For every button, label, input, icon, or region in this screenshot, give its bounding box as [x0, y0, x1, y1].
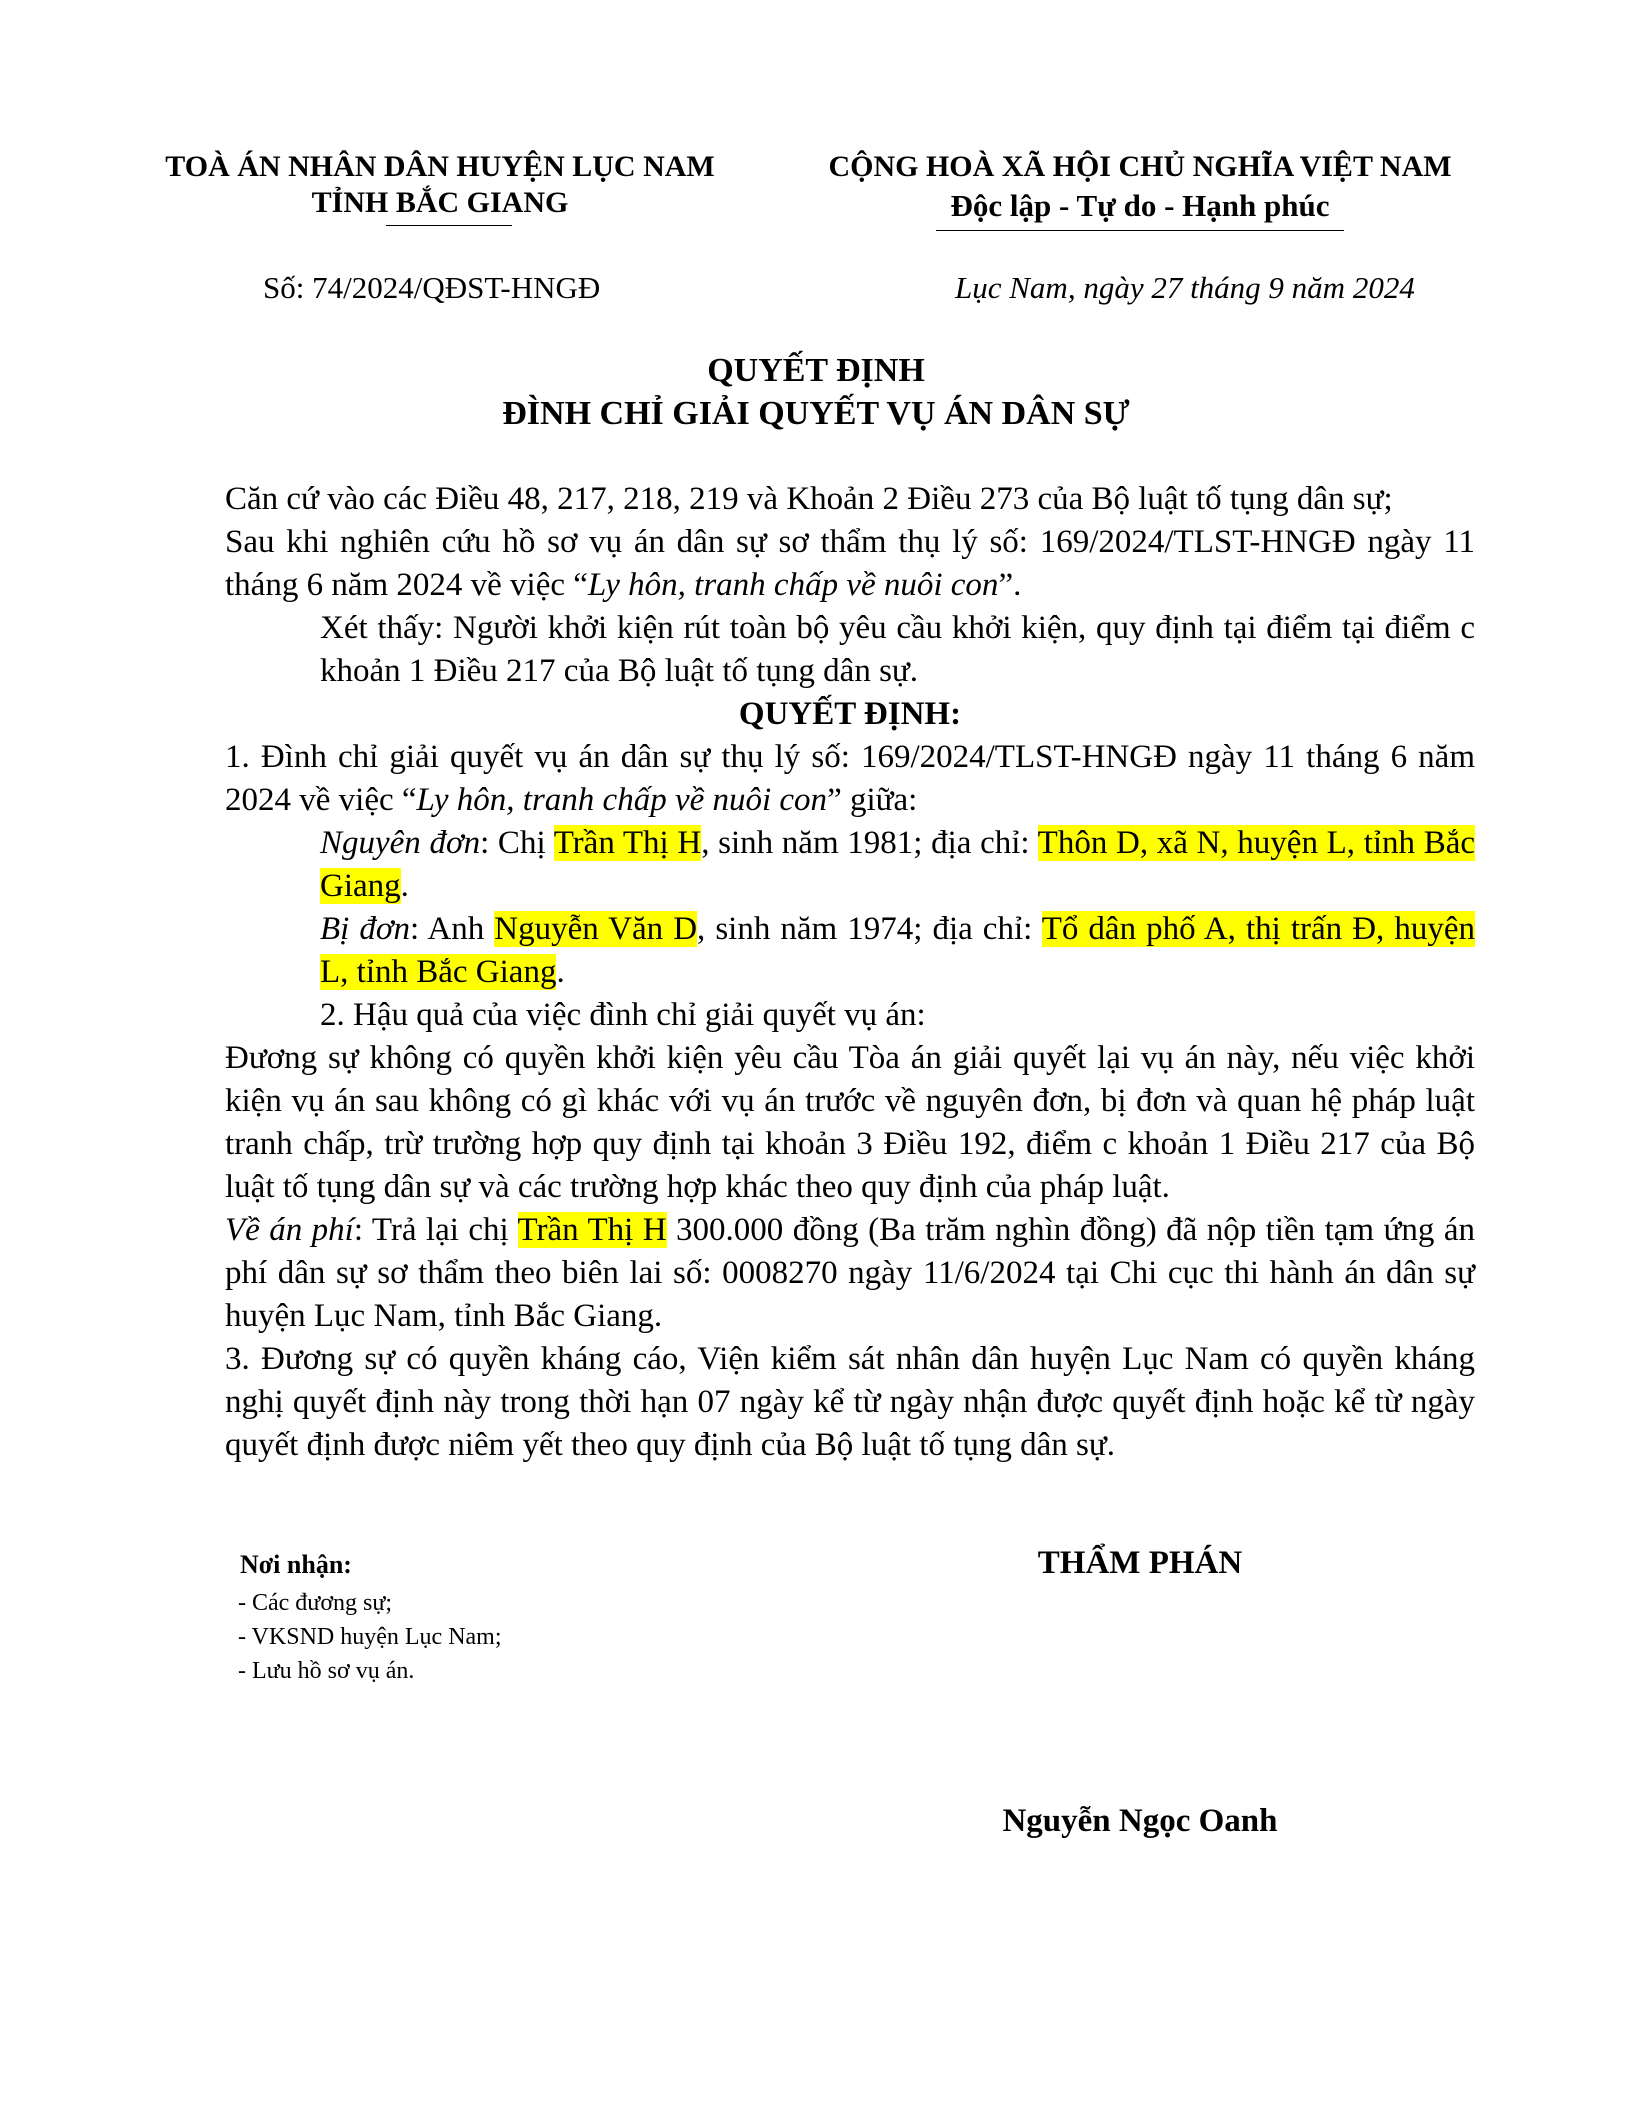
national-motto: Độc lập - Tự do - Hạnh phúc — [950, 188, 1330, 223]
consideration-paragraph: Xét thấy: Người khởi kiện rút toàn bộ yêu cầu khởi kiện, quy định tại điểm tại điểm c khoản 1 Điều 217 của Bộ luật tố tụng dân sự. — [320, 610, 1475, 689]
defendant-name: Nguyễn Văn D — [494, 911, 698, 947]
judge-title: THẨM PHÁN — [1037, 1545, 1243, 1581]
legal-basis: Căn cứ vào các Điều 48, 217, 218, 219 và Khoản 2 Điều 273 của Bộ luật tố tụng dân sự; — [225, 481, 1393, 517]
court-province: TỈNH BẮC GIANG — [311, 186, 569, 219]
defendant-address: Tổ dân phố A, thị trấn Đ, huyện L, tỉnh Bắc Giang — [320, 911, 1475, 990]
place-date: Lục Nam, ngày 27 tháng 9 năm 2024 — [955, 270, 1415, 305]
recipient-item: - Các đương sự; — [238, 1590, 393, 1616]
document-body — [225, 478, 1475, 1467]
recipient-item: - Lưu hồ sơ vụ án. — [238, 1658, 415, 1684]
document-subtitle: ĐÌNH CHỈ GIẢI QUYẾT VỤ ÁN DÂN SỰ — [502, 395, 1130, 432]
plaintiff-paragraph: Nguyên đơn: Chị Trần Thị H, sinh năm 1981; địa chỉ: Thôn D, xã N, huyện L, tỉnh Bắc Giang. — [320, 825, 1475, 904]
decision-item-3: 3. Đương sự có quyền kháng cáo, Viện kiểm sát nhân dân huyện Lục Nam có quyền kháng nghị quyết định này trong thời hạn 07 ngày kể từ ngày nhận được quyết định hoặc kể từ ngày quyết định được niêm yết theo quy định của Bộ luật tố tụng dân sự. — [225, 1341, 1475, 1463]
decision-heading: QUYẾT ĐỊNH: — [738, 696, 962, 732]
recipients-heading: Nơi nhận: — [240, 1550, 352, 1579]
case-study-paragraph: Sau khi nghiên cứu hồ sơ vụ án dân sự sơ thẩm thụ lý số: 169/2024/TLST-HNGĐ ngày 11 tháng 6 năm 2024 về việc “Ly hôn, tranh chấp về nuôi con”. — [225, 524, 1475, 603]
decision-item-2-text: Đương sự không có quyền khởi kiện yêu cầu Tòa án giải quyết lại vụ án này, nếu việc khởi kiện vụ án sau không có gì khác với vụ án trước về nguyên đơn, bị đơn và quan hệ pháp luật tranh chấp, trừ trường hợp quy định tại khoản 3 Điều 192, điểm c khoản 1 Điều 217 của Bộ luật tố tụng dân sự và các trường hợp khác theo quy định của pháp luật. — [225, 1040, 1475, 1205]
defendant-paragraph: Bị đơn: Anh Nguyễn Văn D, sinh năm 1974; địa chỉ: Tổ dân phố A, thị trấn Đ, huyện L, tỉnh Bắc Giang. — [320, 911, 1475, 990]
fee-recipient-name: Trần Thị H — [517, 1212, 667, 1248]
plaintiff-name: Trần Thị H — [553, 825, 702, 861]
motto-underline — [936, 230, 1344, 231]
court-fee-paragraph: Về án phí: Trả lại chị Trần Thị H 300.000 đồng (Ba trăm nghìn đồng) đã nộp tiền tạm ứng án phí dân sự sơ thẩm theo biên lai số: 0008270 ngày 11/6/2024 tại Chi cục thi hành án dân sự huyện Lục Nam, tỉnh Bắc Giang. — [225, 1212, 1475, 1334]
recipient-item: - VKSND huyện Lục Nam; — [238, 1624, 502, 1650]
document-number: Số: 74/2024/QĐST-HNGĐ — [263, 270, 601, 305]
republic-name: CỘNG HOÀ XÃ HỘI CHỦ NGHĨA VIỆT NAM — [828, 150, 1452, 183]
court-name: TOÀ ÁN NHÂN DÂN HUYỆN LỤC NAM — [165, 150, 715, 183]
decision-item-2-heading: 2. Hậu quả của việc đình chỉ giải quyết vụ án: — [320, 997, 926, 1033]
court-underline — [386, 225, 512, 226]
plaintiff-address: Thôn D, xã N, huyện L, tỉnh Bắc Giang — [320, 825, 1475, 904]
document-title: QUYẾT ĐỊNH — [707, 352, 925, 389]
decision-item-1: 1. Đình chỉ giải quyết vụ án dân sự thụ lý số: 169/2024/TLST-HNGĐ ngày 11 tháng 6 năm 2024 về việc “Ly hôn, tranh chấp về nuôi con” giữa: — [225, 739, 1475, 818]
judge-name: Nguyễn Ngọc Oanh — [1002, 1803, 1278, 1839]
